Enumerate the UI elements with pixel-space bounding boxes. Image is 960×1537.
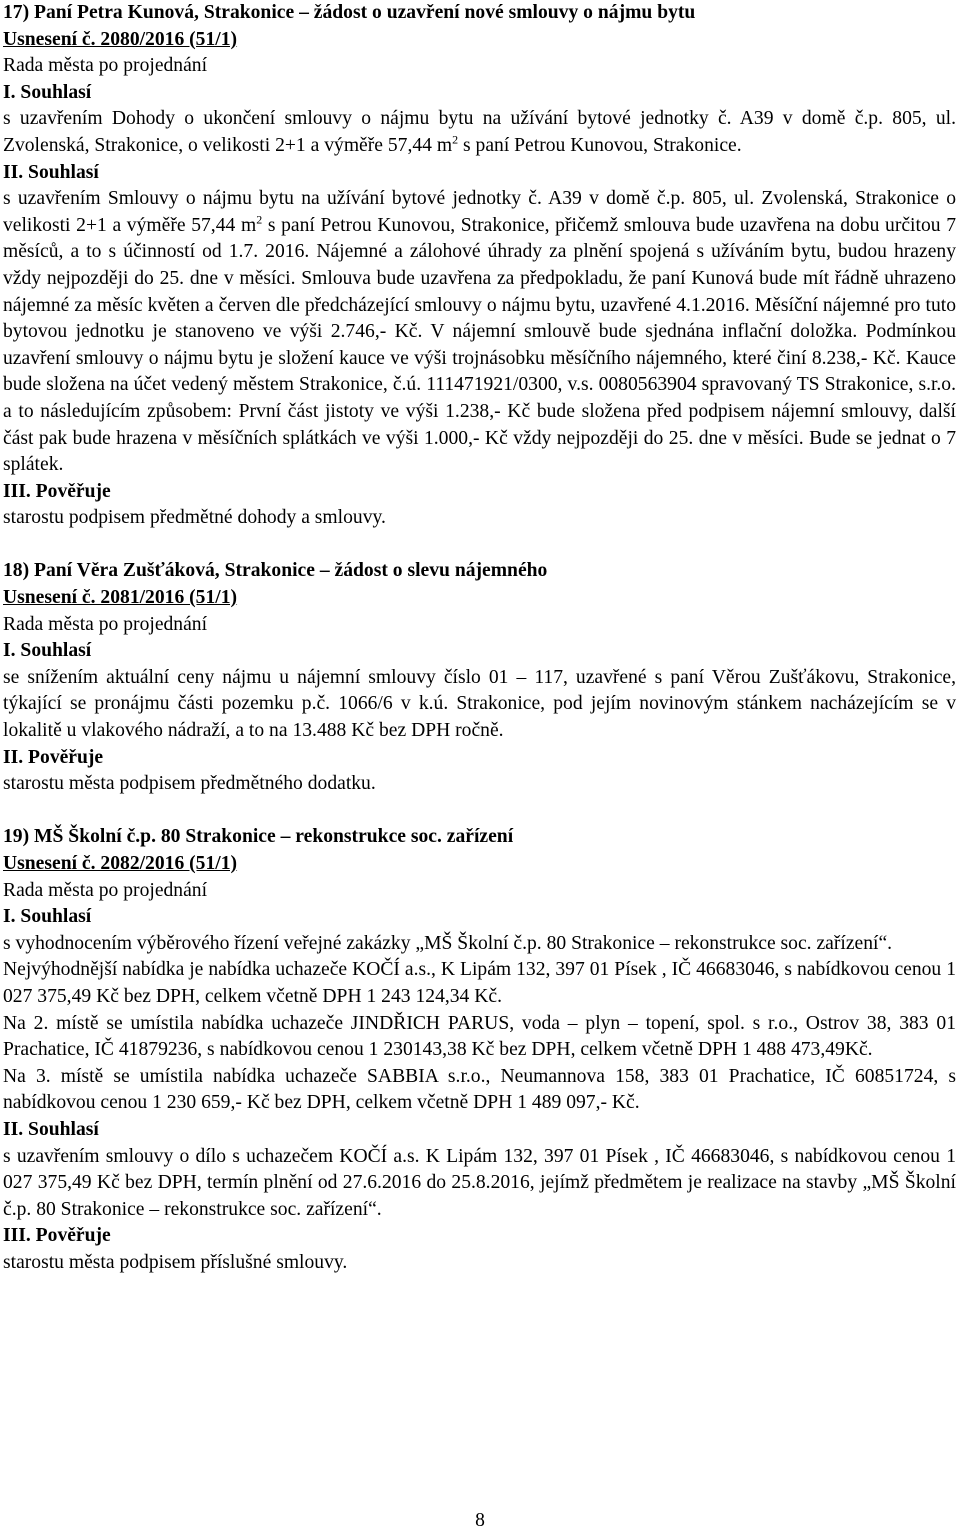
point-text-part: s uzavřením Dohody o ukončení smlouvy o nájmu bytu na užívání bytové jednotky č. A39 v domě č.p. 805, ul. Zvolenská, Strakonice, o velikosti 2+1 a výměře 57,44 m	[3, 108, 956, 156]
resolution-number: Usnesení č. 2080/2016 (51/1)	[3, 28, 238, 50]
point-label: II. Pověřuje	[3, 746, 104, 768]
point-text-part: s paní Petrou Kunovou, Strakonice, přičemž smlouva bude uzavřena na dobu určitou 7 měsíců, a to s účinností od 1.7. 2016. Nájemné a zálohové úhrady za plnění spojená s užíváním bytu, budou hrazeny vždy nejpozději do 25. dne v měsíci. Smlouva bude uzavřena za předpokladu, že paní Kunová bude mít řádně uhrazeno nájemné za měsíc květen a červen dle předcházející smlouvy o nájmu bytu, uzavřené 4.1.2016. Měsíční nájemné pro tuto bytovou jednotku je stanoveno ve výši 2.746,- Kč. V nájemní smlouvě bude sjednána inflační doložka. Podmínkou uzavření smlouvy o nájmu bytu je složení kauce ve výši trojnásobku měsíčního nájemného, které činí 8.238,- Kč. Kauce bude složena na účet vedený městem Strakonice, č.ú. 111471921/0300, v.s. 0080563904 spravovaný TS Strakonice, s.r.o. a to následujícím způsobem: První část jistoty ve výši 1.238,- Kč bude složena před podpisem nájemní smlouvy, další část pak bude hrazena v měsíčních splátkách ve výši 1.000,- Kč vždy nejpozději do 25. dne v měsíci. Bude se jednat o 7 splátek.	[3, 214, 956, 476]
point-label: I. Souhlasí	[3, 640, 92, 662]
point-label: III. Pověřuje	[3, 480, 111, 502]
point-text: starostu podpisem předmětné dohody a smlouvy.	[3, 507, 386, 529]
point-text: s vyhodnocením výběrového řízení veřejné zakázky „MŠ Školní č.p. 80 Strakonice – rekonstrukce soc. zařízení“.	[3, 932, 893, 954]
spacer	[3, 798, 956, 825]
point-text: s uzavřením smlouvy o dílo s uchazečem KOČÍ a.s. K Lipám 132, 397 01 Písek , IČ 46683046, s nabídkovou cenou 1 027 375,49 Kč bez DPH, termín plnění od 27.6.2016 do 25.8.2016, jejímž předmětem je realizace na stavby „MŠ Školní č.p. 80 Strakonice – rekonstrukce soc. zařízení“.	[3, 1145, 956, 1220]
point-text: Na 3. místě se umístila nabídka uchazeče SABBIA s.r.o., Neumannova 158, 383 01 Prachatice, IČ 60851724, s nabídkovou cenou 1 230 659,- Kč bez DPH, celkem včetně DPH 1 489 097,- Kč.	[3, 1065, 956, 1114]
section-heading: 18) Paní Věra Zušťáková, Strakonice – žádost o slevu nájemného	[3, 560, 548, 582]
section-17	[3, 0, 956, 532]
point-label: III. Pověřuje	[3, 1225, 111, 1247]
spacer	[3, 532, 956, 559]
point-text: Nejvýhodnější nabídka je nabídka uchazeče KOČÍ a.s., K Lipám 132, 397 01 Písek , IČ 46683046, s nabídkovou cenou 1 027 375,49 Kč bez DPH, celkem včetně DPH 1 243 124,34 Kč.	[3, 959, 956, 1007]
point-text: Na 2. místě se umístila nabídka uchazeče JINDŘICH PARUS, voda – plyn – topení, spol. s r.o., Ostrov 38, 383 01 Prachatice, IČ 41879236, s nabídkovou cenou 1 230143,38 Kč bez DPH, celkem včetně DPH 1 488 473,49Kč.	[3, 1012, 956, 1061]
point-text: starostu města podpisem příslušné smlouvy.	[3, 1251, 348, 1273]
section-19	[3, 824, 956, 1276]
superscript: 2	[256, 212, 263, 227]
point-text-part: s paní Petrou Kunovou, Strakonice.	[458, 134, 742, 156]
point-label: I. Souhlasí	[3, 81, 92, 103]
point-text	[3, 106, 956, 159]
point-label: II. Souhlasí	[3, 1118, 99, 1140]
council-line: Rada města po projednání	[3, 55, 208, 77]
council-line: Rada města po projednání	[3, 879, 208, 901]
page-number: 8	[475, 1510, 485, 1531]
point-label: I. Souhlasí	[3, 906, 92, 928]
point-label: II. Souhlasí	[3, 161, 99, 183]
resolution-number: Usnesení č. 2082/2016 (51/1)	[3, 853, 238, 874]
point-text	[3, 186, 956, 479]
section-heading: 19) MŠ Školní č.p. 80 Strakonice – rekonstrukce soc. zařízení	[3, 826, 514, 848]
section-18	[3, 558, 956, 797]
point-text: se snížením aktuální ceny nájmu u nájemní smlouvy číslo 01 – 117, uzavřené s paní Věrou Zušťákovu, Strakonice, týkající se pronájmu části pozemku p.č. 1066/6 v k.ú. Strakonice, pod jejím novinovým stánkem nacházejícím se v lokalitě u vlakového nádraží, a to na 13.488 Kč bez DPH ročně.	[3, 666, 956, 742]
superscript: 2	[452, 132, 459, 147]
point-text-part: s uzavřením Smlouvy o nájmu bytu na užívání bytové jednotky č. A39 v domě č.p. 805, ul. Zvolenská, Strakonice o velikosti 2+1 a výměře 57,44 m	[3, 188, 956, 236]
resolution-number: Usnesení č. 2081/2016 (51/1)	[3, 587, 238, 609]
section-heading: 17) Paní Petra Kunová, Strakonice – žádost o uzavření nové smlouvy o nájmu bytu	[3, 2, 696, 23]
council-line: Rada města po projednání	[3, 613, 208, 635]
point-text: starostu města podpisem předmětného dodatku.	[3, 773, 376, 795]
